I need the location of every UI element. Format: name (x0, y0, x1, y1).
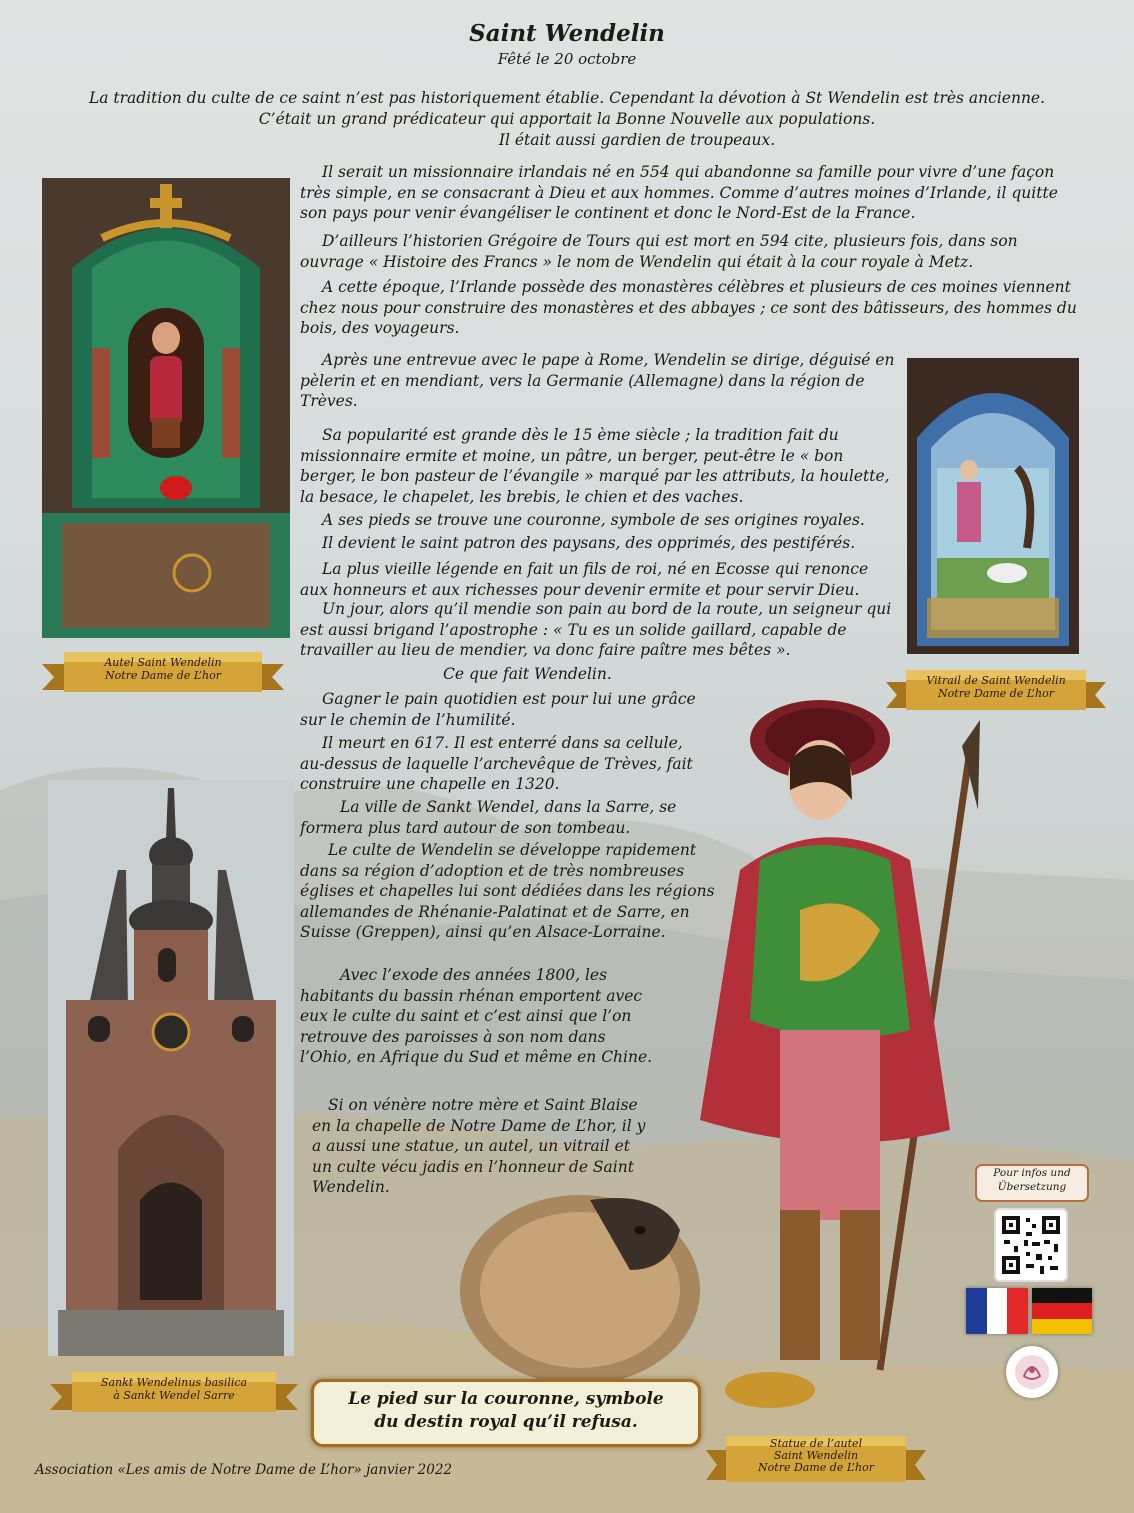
association-logo-icon[interactable] (1006, 1346, 1058, 1398)
intro-block (30, 88, 1104, 151)
paragraph: Avec l’exode des années 1800, les habitants du bassin rhénan emportent avec eux le culte du saint et c’est ainsi que l’on retrouve des paroisses à son nom dans l’Ohio, en Afrique du Sud et même en Chine. (300, 966, 653, 1066)
window-caption-line2: Notre Dame de L’hor (938, 687, 1054, 700)
window-caption-line1: Vitrail de Saint Wendelin (926, 674, 1066, 687)
page-subtitle: Fêté le 20 octobre (497, 50, 637, 68)
stained-glass-photo (907, 358, 1079, 654)
info-box (975, 1164, 1089, 1202)
statue-caption-line3: Notre Dame de L’hor (758, 1461, 874, 1474)
info-line2: Übersetzung (997, 1181, 1067, 1193)
paragraph: Ce que fait Wendelin. (443, 665, 612, 683)
saint-statue-photo (680, 690, 980, 1430)
basilica-caption-banner (50, 1366, 298, 1418)
paragraph: Il serait un missionnaire irlandais né en 554 qui abandonne sa famille pour vivre d’une façon très simple, en se consacrant à Dieu et aux hommes. Comme d’autres moines d’Irlande, il quitte son pays pour venir évangéliser le continent et donc le Nord-Est de la France. (300, 163, 1058, 222)
quote-caption-text: Le pied sur la couronne, symbole du destin royal qu’il refusa. (348, 1389, 664, 1432)
paragraph: A cette époque, l’Irlande possède des monastères célèbres et plusieurs de ces moines viennent chez nous pour construire des monastères et des abbayes ; ce sont des bâtisseurs, des hommes du bois, des voyageurs. (300, 278, 1077, 337)
paragraph: Gagner le pain quotidien est pour lui une grâce sur le chemin de l’humilité. (300, 690, 696, 729)
paragraph: D’ailleurs l’historien Grégoire de Tours qui est mort en 594 cite, plusieurs fois, dans son ouvrage « Histoire des Francs » le nom de Wendelin qui était à la cour royale à Metz. (300, 232, 1018, 271)
altar-caption-line1: Autel Saint Wendelin (104, 656, 222, 669)
info-line1: Pour infos und (993, 1167, 1071, 1179)
basilica-caption-line1: Sankt Wendelinus basilica (100, 1376, 248, 1389)
intro-line: C’était un grand prédicateur qui apportait la Bonne Nouvelle aux populations. (258, 110, 876, 128)
altar-photo (42, 178, 290, 638)
statue-caption-line1: Statue de l’autel (769, 1437, 863, 1450)
altar-caption-line2: Notre Dame de L’hor (105, 669, 221, 682)
intro-line: Il était aussi gardien de troupeaux. (498, 131, 776, 149)
statue-caption-line2: Saint Wendelin (773, 1449, 859, 1462)
paragraph: Le culte de Wendelin se développe rapidement dans sa région d’adoption et de très nombreuses églises et chapelles lui sont dédiées dans les régions allemandes de Rhénanie-Palatinat et de Sarre, en Suisse (Greppen), ainsi qu’en Alsace-Lorraine. (300, 841, 715, 941)
paragraph: Il meurt en 617. Il est enterré dans sa cellule, au-dessus de laquelle l’archevêque de Trèves, fait construire une chapelle en 1320. (300, 734, 693, 793)
altar-caption-banner (42, 646, 284, 698)
paragraph: Après une entrevue avec le pape à Rome, Wendelin se dirige, déguisé en pèlerin et en mendiant, vers la Germanie (Allemagne) dans la région de Trèves. (300, 351, 895, 410)
paragraph: La ville de Sankt Wendel, dans la Sarre, se formera plus tard autour de son tombeau. (300, 798, 677, 837)
paragraph: A ses pieds se trouve une couronne, symbole de ses origines royales. (322, 511, 865, 529)
intro-line: La tradition du culte de ce saint n’est pas historiquement établie. Cependant la dévotion à St Wendelin est très ancienne. (88, 89, 1046, 107)
quote-caption-box (311, 1379, 701, 1447)
qr-code[interactable] (994, 1208, 1068, 1282)
paragraph: La plus vieille légende en fait un fils de roi, né en Ecosse qui renonce aux honneurs et aux richesses pour devenir ermite et pour servir Dieu. (300, 560, 869, 599)
paragraph: Sa popularité est grande dès le 15 ème siècle ; la tradition fait du missionnaire ermite et moine, un pâtre, un berger, peut-être le « bon berger, le bon pasteur de l’évangile » marqué par les attributs, la houlette, la besace, le chapelet, les brebis, le chien et des vaches. (300, 426, 890, 506)
paragraph: Si on vénère notre mère et Saint Blaise en la chapelle de Notre Dame de L’hor, il y a aussi une statue, un autel, un vitrail et un culte vécu jadis en l’honneur de Saint Wendelin. (312, 1096, 646, 1196)
statue-caption-banner (706, 1432, 926, 1488)
paragraph: Il devient le saint patron des paysans, des opprimés, des pestiférés. (322, 534, 856, 552)
page-title: Saint Wendelin (469, 20, 665, 47)
footer-credit: Association «Les amis de Notre Dame de L’hor» janvier 2022 (35, 1462, 453, 1478)
paragraph: Un jour, alors qu’il mendie son pain au bord de la route, un seigneur qui est aussi brigand l’apostrophe : « Tu es un solide gaillard, capable de travailler au lieu de mendier, va donc faire paître mes bêtes ». (300, 600, 892, 659)
basilica-photo (48, 780, 294, 1356)
basilica-caption-line2: à Sankt Wendel Sarre (113, 1389, 235, 1402)
french-flag-icon[interactable] (966, 1288, 1028, 1334)
german-flag-icon[interactable] (1032, 1288, 1092, 1334)
